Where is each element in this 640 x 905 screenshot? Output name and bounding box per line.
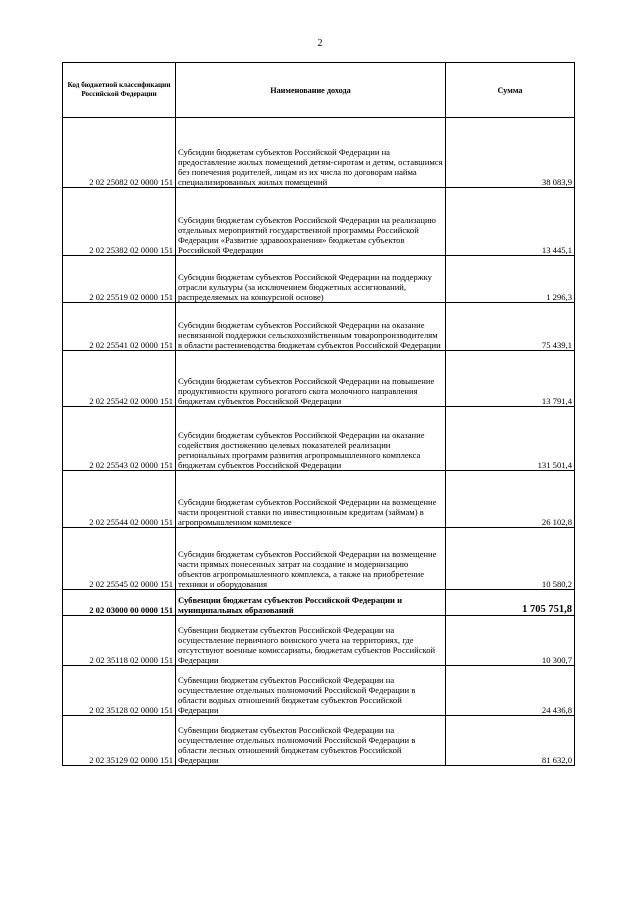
row-code: 2 02 25542 02 0000 151	[63, 351, 176, 407]
row-sum: 1 705 751,8	[446, 590, 575, 616]
row-sum: 13 445,1	[446, 188, 575, 256]
table-row	[63, 716, 575, 766]
row-sum: 38 083,9	[446, 118, 575, 188]
row-sum: 75 439,1	[446, 303, 575, 351]
row-code: 2 02 35128 02 0000 151	[63, 666, 176, 716]
header-sum: Сумма	[446, 63, 575, 118]
row-code: 2 02 25519 02 0000 151	[63, 256, 176, 303]
row-sum: 1 296,3	[446, 256, 575, 303]
row-name: Субвенции бюджетам субъектов Российской Федерации на осуществление отдельных полномочий Российской Федерации в области водных отношений бюджетам субъектов Российской Федерации	[176, 666, 446, 716]
row-sum: 10 580,2	[446, 528, 575, 590]
table-row	[63, 118, 575, 188]
row-code: 2 02 25544 02 0000 151	[63, 471, 176, 528]
page-number: 2	[317, 38, 323, 49]
table-row	[63, 303, 575, 351]
row-code: 2 02 35118 02 0000 151	[63, 616, 176, 666]
row-code: 2 02 25543 02 0000 151	[63, 407, 176, 471]
table-header-row	[63, 63, 575, 118]
row-name: Субсидии бюджетам субъектов Российской Федерации на возмещение части процентной ставки по инвестиционным кредитам (займам) в агропромышленном комплексе	[176, 471, 446, 528]
row-code: 2 02 25382 02 0000 151	[63, 188, 176, 256]
header-name: Наименование дохода	[176, 63, 446, 118]
row-sum: 81 632,0	[446, 716, 575, 766]
table-row	[63, 616, 575, 666]
table-row-total	[63, 590, 575, 616]
header-code: Код бюджетной классификации Российской Федерации	[63, 63, 176, 118]
table-row	[63, 471, 575, 528]
income-table	[62, 62, 575, 766]
table-row	[63, 666, 575, 716]
row-name: Субсидии бюджетам субъектов Российской Федерации на предоставление жилых помещений детям-сиротам и детям, оставшимся без попечения родителей, лицам из их числа по договорам найма специализированных жилых помещений	[176, 118, 446, 188]
row-name: Субвенции бюджетам субъектов Российской Федерации и муниципальных образований	[176, 590, 446, 616]
row-code: 2 02 25545 02 0000 151	[63, 528, 176, 590]
row-code: 2 02 25541 02 0000 151	[63, 303, 176, 351]
row-code: 2 02 35129 02 0000 151	[63, 716, 176, 766]
row-name: Субсидии бюджетам субъектов Российской Федерации на повышение продуктивности крупного рогатого скота молочного направления бюджетам субъектов Российской Федерации	[176, 351, 446, 407]
row-sum: 24 436,8	[446, 666, 575, 716]
row-name: Субсидии бюджетам субъектов Российской Федерации на оказание содействия достижению целевых показателей реализации региональных программ развития агропромышленного комплекса бюджетам субъектов Российской Федерации	[176, 407, 446, 471]
row-code: 2 02 03000 00 0000 151	[63, 590, 176, 616]
row-name: Субсидии бюджетам субъектов Российской Федерации на поддержку отрасли культуры (за исключением бюджетных ассигнований, распределяемых на конкурсной основе)	[176, 256, 446, 303]
row-name: Субвенции бюджетам субъектов Российской Федерации на осуществление отдельных полномочий Российской Федерации в области лесных отношений бюджетам субъектов Российской Федерации	[176, 716, 446, 766]
table-row	[63, 188, 575, 256]
table-row	[63, 407, 575, 471]
table-row	[63, 528, 575, 590]
row-sum: 13 791,4	[446, 351, 575, 407]
row-sum: 26 102,8	[446, 471, 575, 528]
row-name: Субсидии бюджетам субъектов Российской Федерации на возмещение части прямых понесенных затрат на создание и модернизацию объектов агропромышленного комплекса, а также на приобретение техники и оборудования	[176, 528, 446, 590]
row-code: 2 02 25082 02 0000 151	[63, 118, 176, 188]
row-name: Субсидии бюджетам субъектов Российской Федерации на реализацию отдельных мероприятий государственной программы Российской Федерации «Развитие здравоохранения» бюджетам субъектов Российской Федерации	[176, 188, 446, 256]
row-sum: 131 501,4	[446, 407, 575, 471]
table-row	[63, 256, 575, 303]
row-sum: 10 300,7	[446, 616, 575, 666]
row-name: Субвенции бюджетам субъектов Российской Федерации на осуществление первичного воинского учета на территориях, где отсутствуют военные комиссариаты, бюджетам субъектов Российской Федерации	[176, 616, 446, 666]
table-row	[63, 351, 575, 407]
row-name: Субсидии бюджетам субъектов Российской Федерации на оказание несвязанной поддержки сельскохозяйственным товаропроизводителям в области растениеводства бюджетам субъектов Российской Федерации	[176, 303, 446, 351]
